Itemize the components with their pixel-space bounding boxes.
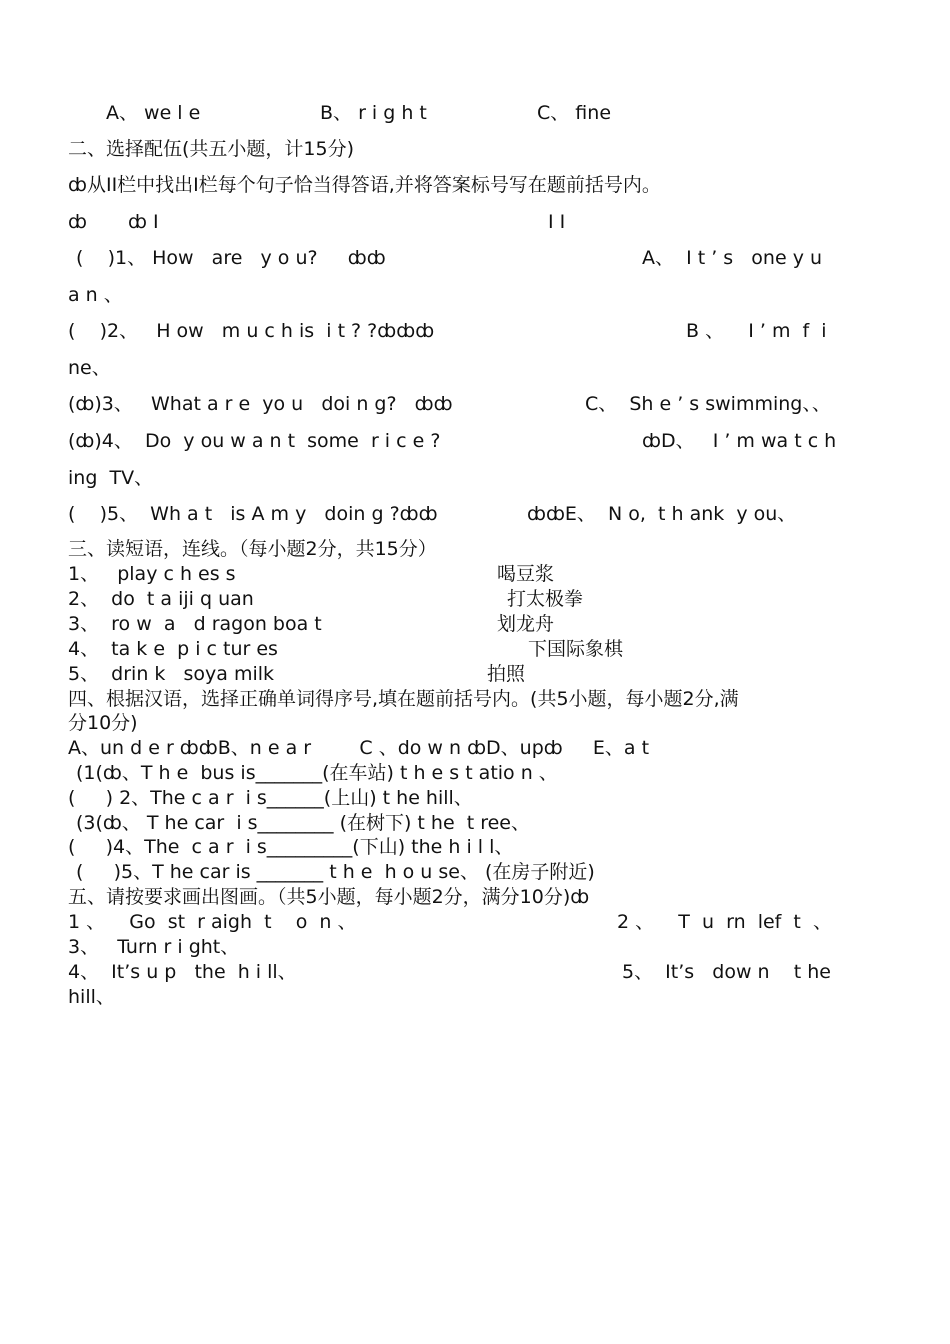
matching-question-5: ( )5、 Wh a t is A m y doin g ?ȸȸ	[68, 503, 438, 525]
phrase-4-zh: 下国际象棋	[528, 638, 624, 660]
part4-word-options: A、un d e r ȸȸB、n e a r C 、do w n ȸD、upȸ E、a t	[68, 737, 650, 759]
matching-answer-b: B 、 I ’ m f i	[686, 320, 827, 342]
phrase-5-zh: 拍照	[487, 663, 526, 685]
fill-blank-3: (3(ȸ、 T he car i s________ (在树下) t he t ree、	[76, 812, 530, 834]
matching-answer-d-cont: ing TV、	[68, 467, 154, 489]
drawing-task-4: 4、 It’s u p the h i ll、	[68, 961, 297, 983]
drawing-task-1: 1 、 Go st r aigh t o n 、	[68, 911, 357, 933]
part3-heading: 三、读短语，连线。（每小题2分，共15分）	[68, 538, 437, 560]
part5-heading: 五、请按要求画出图画。（共5小题，每小题2分，满分10分)ȸ	[68, 886, 590, 908]
matching-answer-c: C、 Sh e ’ s swimming、、	[585, 393, 831, 415]
part2-heading: 二、选择配伍(共五小题，计15分)	[68, 138, 355, 160]
matching-answer-a: A、 I t ’ s one y u	[642, 247, 823, 269]
column-marker-2: ȸ Ⅰ	[128, 211, 159, 233]
matching-question-3: (ȸ)3、 What a r e yo u doi n g? ȸȸ	[68, 393, 453, 415]
drawing-task-5: 5、 It’s dow n t he	[622, 961, 831, 983]
matching-question-4: (ȸ)4、 Do y ou w a n t some r i c e ?	[68, 430, 441, 452]
matching-question-1: ( )1、 How are y o u? ȸȸ	[76, 247, 386, 269]
part2-instruction: ȸ从ⅠⅠ栏中找出Ⅰ栏每个句子恰当得答语,并将答案标号写在题前括号内。	[68, 174, 661, 196]
drawing-task-3: 3、 Turn r i ght、	[68, 936, 240, 958]
matching-answer-b-cont: ne、	[68, 357, 111, 379]
matching-answer-d: ȸD、 I ’ m wa t c h	[642, 430, 837, 452]
phrase-5: 5、 drin k soya milk	[68, 663, 275, 685]
phrase-3: 3、 ro w a d ragon boa t	[68, 613, 322, 635]
part4-heading-line1: 四、根据汉语，选择正确单词得序号,填在题前括号内。(共5小题，每小题2分,满	[68, 688, 739, 710]
fill-blank-1: (1(ȸ、T h e bus is_______(在车站) t h e s t atio n 、	[76, 762, 558, 784]
column-marker-3: Ⅰ Ⅰ	[548, 211, 566, 233]
column-marker-1: ȸ	[68, 211, 87, 233]
option-a: A、 we l e	[106, 102, 201, 124]
drawing-task-2: 2 、 T u rn lef t 、	[617, 911, 832, 933]
phrase-1: 1、 play c h es s	[68, 563, 236, 585]
phrase-4: 4、 ta k e p i c tur es	[68, 638, 278, 660]
drawing-task-5-cont: hill、	[68, 986, 115, 1008]
matching-answer-e: ȸȸE、 N o, t h ank y ou、	[527, 503, 797, 525]
phrase-2-zh: 打太极拳	[507, 588, 584, 610]
phrase-3-zh: 划龙舟	[497, 613, 555, 635]
fill-blank-2: ( ) 2、The c a r i s______(上山) t he hill、	[68, 787, 473, 809]
option-c: C、 fine	[537, 102, 612, 124]
matching-question-2: ( )2、 H ow m u c h is i t ? ?ȸȸȸ	[68, 320, 435, 342]
phrase-1-zh: 喝豆浆	[497, 563, 555, 585]
phrase-2: 2、 do t a iji q uan	[68, 588, 254, 610]
fill-blank-4: ( )4、The c a r i s_________(下山) the h i l l、	[68, 836, 514, 858]
fill-blank-5: ( )5、T he car is _______ t h e h o u se、 (在房子附近)	[76, 861, 595, 883]
option-b: B、 r i g h t	[320, 102, 427, 124]
matching-answer-a-cont: a n 、	[68, 284, 123, 306]
part4-heading-line2: 分10分)	[68, 712, 138, 734]
